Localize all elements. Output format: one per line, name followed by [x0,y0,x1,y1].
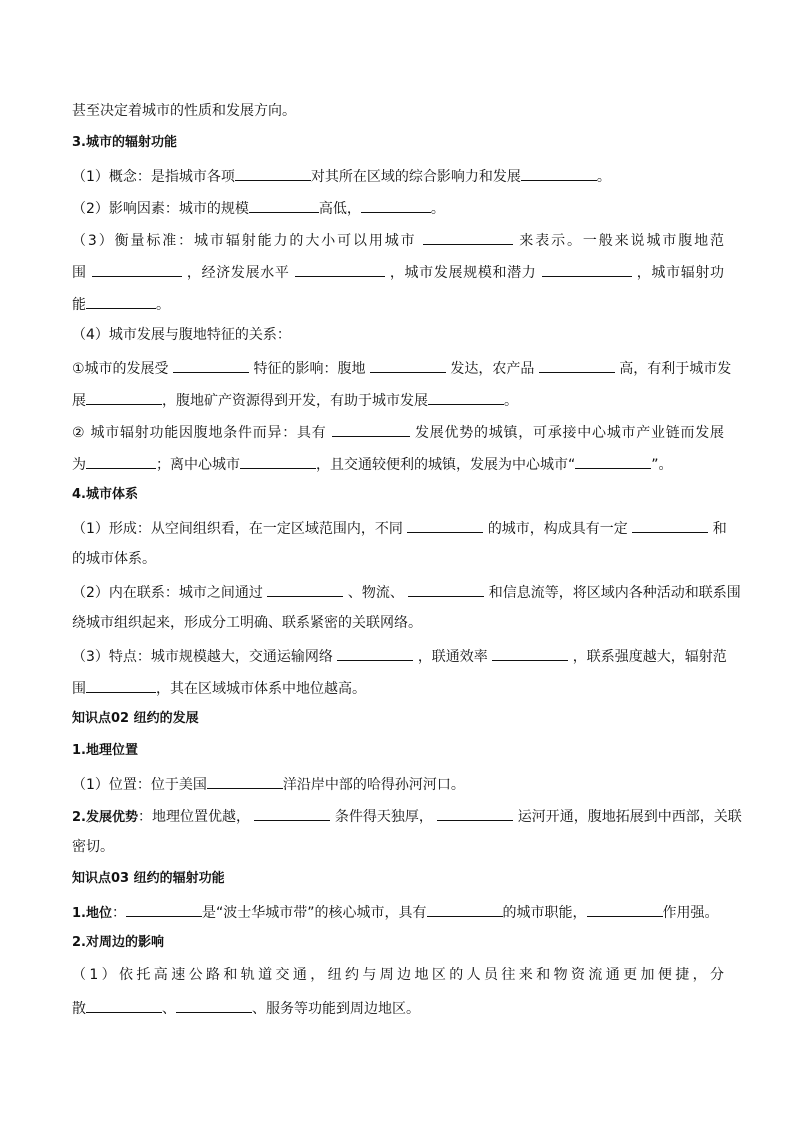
answer-blank[interactable] [427,901,503,917]
answer-blank[interactable] [267,581,343,597]
text-line: 绕城市组织起来，形成分工明确、联系紧密的关联网络。 [72,615,422,631]
text-line: （1）依托高速公路和轨道交通，纽约与周边地区的人员往来和物资流通更加便捷，分 [72,967,724,983]
text-line: 甚至决定着城市的性质和发展方向。 [72,103,296,119]
answer-blank[interactable] [86,677,156,693]
answer-blank[interactable] [587,901,663,917]
text-line: 密切。 [72,839,114,855]
answer-blank[interactable] [423,229,513,245]
answer-blank[interactable] [240,453,316,469]
text-line: ② 城市辐射功能因腹地条件而异：具有 发展优势的城镇，可承接中心城市产业链而发展 [72,421,724,443]
answer-blank[interactable] [207,773,283,789]
text-line: （3）特点：城市规模越大，交通运输网络 ，联通效率 ，联系强度越大，辐射范 [72,645,724,667]
answer-blank[interactable] [542,261,632,277]
answer-blank[interactable] [408,581,484,597]
text-line: 围 ，经济发展水平 ，城市发展规模和潜力 ，城市辐射功 [72,261,724,283]
text-line: （1）位置：位于美国 洋沿岸中部的哈得孙河河口。 [72,773,724,795]
answer-blank[interactable] [539,357,615,373]
text-line: （1）概念：是指城市各项 对其所在区域的综合影响力和发展 。 [72,165,724,187]
text-line: ①城市的发展受 特征的影响：腹地 发达，农产品 高，有利于城市发 [72,357,724,379]
text-line: 1.地位： 是“波士华城市带”的核心城市，具有 的城市职能， 作用强。 [72,901,724,924]
answer-blank[interactable] [407,517,483,533]
answer-blank[interactable] [126,901,202,917]
answer-blank[interactable] [332,421,410,437]
text-line: 能 。 [72,293,724,315]
answer-blank[interactable] [176,997,252,1013]
text-line: 2.发展优势：地理位置优越， 条件得天独厚， 运河开通，腹地拓展到中西部，关联 [72,805,724,828]
answer-blank[interactable] [632,517,708,533]
section-heading: 4.城市体系 [72,487,138,502]
text-line: （2）影响因素：城市的规模 高低， 。 [72,197,724,219]
answer-blank[interactable] [235,165,311,181]
text-line: 的城市体系。 [72,551,156,567]
text-line: 散 、 、服务等功能到周边地区。 [72,997,724,1019]
answer-blank[interactable] [86,453,156,469]
answer-blank[interactable] [86,389,162,405]
answer-blank[interactable] [437,805,513,821]
answer-blank[interactable] [337,645,413,661]
section-heading: 1.地理位置 [72,743,138,758]
answer-blank[interactable] [492,645,568,661]
text-line: （3）衡量标准：城市辐射能力的大小可以用城市 来表示。一般来说城市腹地范 [72,229,724,251]
text-line: 展 ，腹地矿产资源得到开发，有助于城市发展 。 [72,389,724,411]
answer-blank[interactable] [86,997,162,1013]
section-heading: 3.城市的辐射功能 [72,135,177,150]
answer-blank[interactable] [575,453,651,469]
answer-blank[interactable] [428,389,504,405]
answer-blank[interactable] [295,261,385,277]
answer-blank[interactable] [92,261,182,277]
answer-blank[interactable] [370,357,446,373]
text-line: 为 ；离中心城市 ，且交通较便利的城镇，发展为中心城市“ ”。 [72,453,724,475]
answer-blank[interactable] [254,805,330,821]
answer-blank[interactable] [86,293,156,309]
answer-blank[interactable] [361,197,431,213]
text-line: （2）内在联系：城市之间通过 、物流、 和信息流等，将区域内各种活动和联系围 [72,581,724,603]
answer-blank[interactable] [249,197,319,213]
section-heading: 知识点02 纽约的发展 [72,711,199,726]
text-line: 围 ，其在区域城市体系中地位越高。 [72,677,724,699]
text-line: （1）形成：从空间组织看，在一定区域范围内，不同 的城市，构成具有一定 和 [72,517,724,539]
text-line: （4）城市发展与腹地特征的关系： [72,327,291,343]
answer-blank[interactable] [521,165,597,181]
answer-blank[interactable] [173,357,249,373]
section-heading: 2.对周边的影响 [72,935,164,950]
section-heading: 知识点03 纽约的辐射功能 [72,871,225,886]
